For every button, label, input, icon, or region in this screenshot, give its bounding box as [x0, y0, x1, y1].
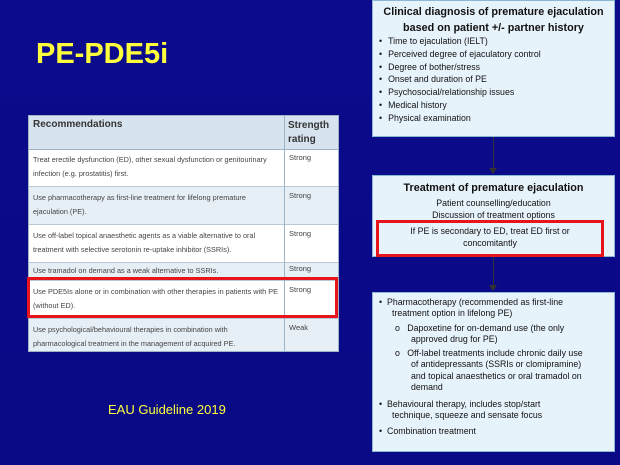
- pharmacotherapy-item: • Pharmacotherapy (recommended as first-line treatment option in lifelong PE): [379, 297, 563, 319]
- list-item: • Time to ejaculation (IELT): [379, 35, 541, 48]
- row-text: Treat erectile dysfunction (ED), other sexual dysfunction or genitourinary infection (e.g. prostatitis) first.: [33, 155, 267, 178]
- treatment-line-options: Discussion of treatment options: [432, 210, 555, 220]
- diagnosis-list: [379, 35, 541, 125]
- offlabel-line3: and topical anaesthetics or oral tramadol on: [411, 370, 582, 381]
- flow-arrow-line: [493, 257, 494, 285]
- dapox-line1: Dapoxetine for on-demand use (the only: [407, 323, 565, 333]
- offlabel-line2: of antidepressants (SSRIs or clomipramine): [411, 359, 582, 370]
- row-rating: Weak: [289, 323, 309, 332]
- treatment-title: Treatment of premature ejaculation: [403, 182, 584, 194]
- list-item: • Perceived degree of ejaculatory control: [379, 48, 541, 61]
- flow-arrow-head: [489, 285, 497, 291]
- header-strength: Strength: [288, 120, 330, 131]
- diagnosis-title: [373, 4, 614, 36]
- table-row: [29, 187, 338, 225]
- list-item: • Physical examination: [379, 112, 541, 125]
- slide-title: PE-PDE5i: [36, 38, 169, 70]
- highlight-box-ed-first: [376, 220, 604, 257]
- highlight-box-pde5i-row: [27, 277, 338, 318]
- behav-line2: technique, squeeze and sensate focus: [392, 410, 543, 421]
- offlabel-item: o Off-label treatments include chronic daily use of antidepressants (SSRIs or clomipramine) and topical anaesthetics or oral tramadol on demand: [395, 348, 583, 393]
- offlabel-line1: Off-label treatments include chronic daily use: [407, 348, 583, 358]
- table-row: [29, 319, 338, 351]
- row-rating: Strong: [289, 285, 312, 294]
- behavioural-item: • Behavioural therapy, includes stop/start technique, squeeze and sensate focus: [379, 399, 543, 421]
- row-rating: Strong: [289, 229, 312, 238]
- row-rating: Strong: [289, 264, 312, 273]
- offlabel-line4: demand: [411, 382, 443, 393]
- guideline-source: EAU Guideline 2019: [108, 402, 226, 417]
- behav-line1: Behavioural therapy, includes stop/start: [386, 399, 541, 409]
- list-item: • Medical history: [379, 99, 541, 112]
- pharma-line1: Pharmacotherapy (recommended as first-line: [386, 297, 563, 307]
- list-item: • Psychosocial/relationship issues: [379, 86, 541, 99]
- ed-first-line2: concomitantly: [463, 238, 517, 248]
- diagnosis-title-line2: based on patient +/- partner history: [403, 22, 584, 34]
- treatment-line-counselling: Patient counselling/education: [436, 198, 551, 208]
- dapox-line2: approved drug for PE): [411, 334, 498, 345]
- row-text: Use off-label topical anaesthetic agents as a viable alternative to oral treatment with selective serotonin re-uptake inhibitor (SSRIs).: [33, 231, 256, 254]
- treatment-options-box: [372, 292, 615, 452]
- combination-item: • Combination treatment: [379, 426, 476, 436]
- row-rating: Strong: [289, 191, 312, 200]
- header-rating: rating: [288, 134, 316, 145]
- table-row: [29, 149, 338, 187]
- diagnosis-box: [372, 0, 615, 137]
- row-text: Use tramadol on demand as a weak alternative to SSRIs.: [33, 266, 219, 275]
- diagnosis-title-line1: Clinical diagnosis of premature ejaculation: [383, 6, 604, 18]
- header-recommendations: Recommendations: [33, 119, 123, 130]
- dapoxetine-item: o Dapoxetine for on-demand use (the only approved drug for PE): [395, 323, 565, 345]
- pharma-line2: treatment option in lifelong PE): [392, 308, 513, 319]
- row-text: Use PDE5Is alone or in combination with other therapies in patients with PE (without ED).: [33, 287, 278, 310]
- list-item: • Degree of bother/stress: [379, 61, 541, 74]
- ed-first-text: [379, 225, 601, 249]
- ed-first-line1: If PE is secondary to ED, treat ED first or: [410, 226, 570, 236]
- list-item: • Onset and duration of PE: [379, 73, 541, 86]
- combo-line: Combination treatment: [386, 426, 476, 436]
- flow-arrow-line: [493, 137, 494, 168]
- row-rating: Strong: [289, 153, 312, 162]
- row-text: Use pharmacotherapy as first-line treatment for lifelong premature ejaculation (PE).: [33, 193, 246, 216]
- table-header: [29, 116, 338, 150]
- table-row: [29, 225, 338, 263]
- header-strength-rating: [288, 119, 338, 147]
- row-text: Use psychological/behavioural therapies in combination with pharmacological treatment in the management of acquired PE.: [33, 325, 236, 348]
- flow-arrow-head: [489, 168, 497, 174]
